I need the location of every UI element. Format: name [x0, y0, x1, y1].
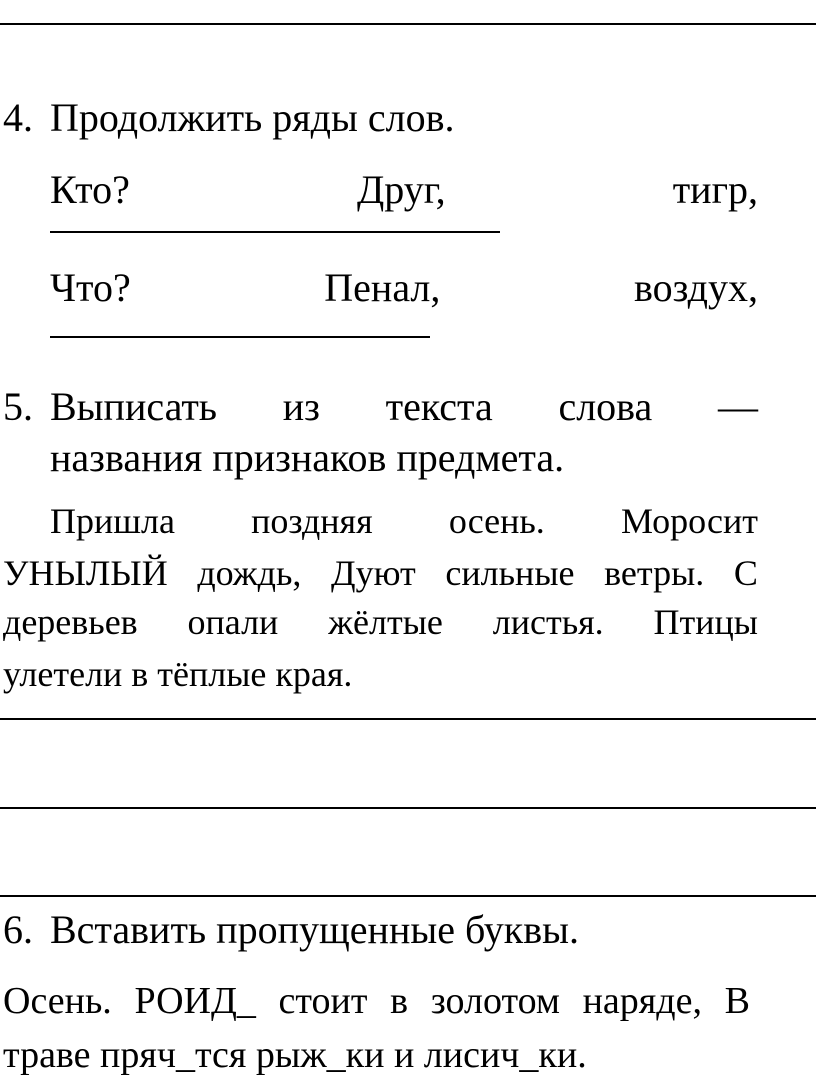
task5-answer-line-2 — [0, 807, 816, 809]
task4-row-who-answer-line — [50, 231, 500, 233]
task5-title-word: Выписать — [50, 384, 218, 429]
task6-exercise-line2: траве пряч_тся рыж_ки и лисич_ки. — [3, 1034, 587, 1076]
task5-number: 5. — [3, 384, 33, 429]
task5-paragraph-word: Дуют — [331, 553, 416, 593]
task5-paragraph-word: сильные — [445, 553, 575, 593]
task5-paragraph-word: Птицы — [653, 602, 758, 642]
task5-title-word: слова — [558, 384, 653, 429]
task4-row-what-word2: воздух, — [633, 265, 758, 310]
task6-exercise-word: в — [390, 980, 409, 1022]
task5-paragraph-line1 — [50, 503, 758, 539]
task5-paragraph-word: дождь, — [197, 553, 302, 593]
task5-paragraph-word: опали — [187, 602, 279, 642]
task5-title-word: текста — [385, 384, 493, 429]
task5-paragraph-word: Моросит — [620, 501, 758, 541]
task6-title: Вставить пропущенные буквы. — [50, 907, 580, 952]
task4-row-what-word1: Пенал, — [324, 265, 441, 310]
task4-row-what-question: Что? — [50, 265, 131, 310]
task6-exercise-word: В — [724, 980, 750, 1022]
task5-paragraph-word: осень. — [448, 501, 545, 541]
task5-paragraph-word: листья. — [492, 602, 604, 642]
task6-exercise-line1 — [3, 982, 750, 1020]
task5-paragraph-word: деревьев — [3, 602, 138, 642]
task5-title-line2: названия признаков предмета. — [50, 435, 565, 480]
task5-answer-line-1 — [0, 718, 816, 720]
task4-row-who-word2: тигр, — [672, 167, 758, 212]
task5-paragraph-word: поздняя — [251, 501, 373, 541]
task5-paragraph-word: С — [733, 553, 758, 593]
task5-paragraph-line3 — [3, 604, 758, 640]
task5-title-word: из — [282, 384, 320, 429]
task5-paragraph-word: ветры. — [604, 553, 705, 593]
task5-paragraph-word: УНЫЛЫЙ — [3, 553, 168, 593]
task6-exercise-word: Осень. — [3, 980, 112, 1022]
task4-number: 4. — [3, 95, 33, 140]
task5-paragraph-line2 — [3, 555, 758, 591]
task5-paragraph-word: Пришла — [50, 501, 175, 541]
task4-row-who — [50, 167, 758, 212]
task4-row-who-word1: Друг, — [356, 167, 446, 212]
task5-paragraph-word: жёлтые — [328, 602, 443, 642]
task4-row-what-answer-line — [50, 336, 430, 338]
task4-title: Продолжить ряды слов. — [50, 95, 455, 140]
top-answer-line — [0, 23, 816, 25]
task6-number: 6. — [3, 907, 33, 952]
task4-row-what — [50, 265, 758, 310]
task4-row-who-question: Кто? — [50, 167, 130, 212]
task5-title-line1 — [50, 384, 758, 429]
task6-exercise-word: РОИД_ — [134, 980, 256, 1022]
task6-exercise-word: наряде, — [582, 980, 702, 1022]
task5-paragraph-line4: улетели в тёплые края. — [3, 654, 353, 694]
task6-exercise-word: стоит — [278, 980, 368, 1022]
task6-exercise-word: золотом — [430, 980, 560, 1022]
task5-answer-line-3 — [0, 895, 816, 897]
task5-title-word: — — [717, 384, 758, 429]
